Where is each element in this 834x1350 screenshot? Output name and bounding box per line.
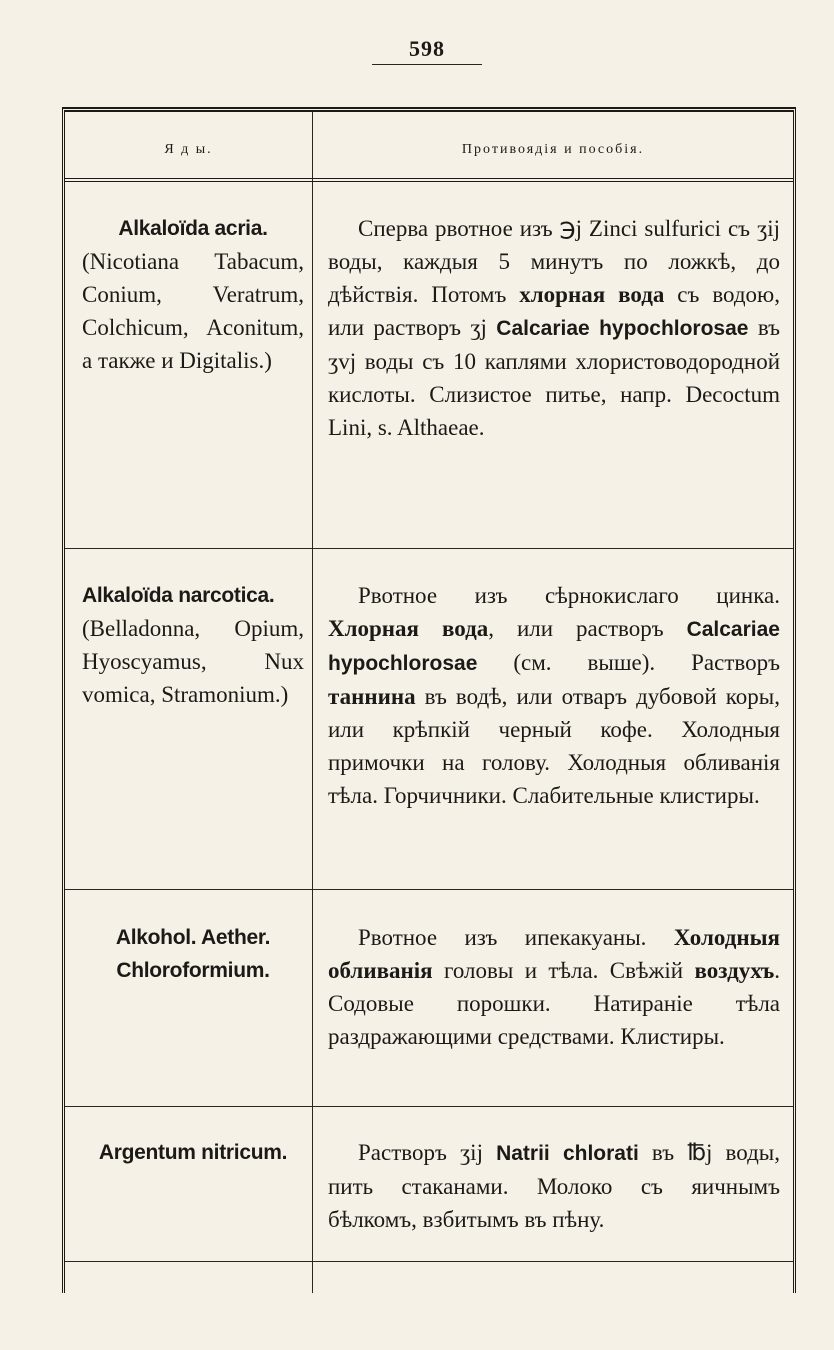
remedy-text: съ водою, или растворъ ʒj: [328, 282, 780, 340]
row-divider: [65, 548, 793, 549]
remedy-cell: [328, 579, 780, 812]
remedy-text: (см. выше). Растворъ: [477, 650, 780, 675]
page-number-rule: [372, 64, 482, 65]
header-remedies: Противоядія и пособія.: [461, 142, 645, 157]
remedy-text: Рвотное изъ сѣрнокислаго цинка.: [358, 583, 780, 608]
remedy-cell: [328, 1136, 780, 1236]
remedy-emphasis: хлорная вода: [519, 282, 665, 307]
poison-name: Alkaloïda narcotica.: [82, 584, 275, 607]
poison-cell: [82, 1136, 304, 1169]
remedy-emphasis: Natrii chlorati: [496, 1142, 639, 1165]
row-divider: [65, 889, 793, 890]
column-divider: [312, 112, 313, 1293]
remedy-text: въ водѣ, или отваръ дубовой коры, или крѣпкій черный кофе. Холодныя примочки на голову. Холодныя обливанія тѣла. Горчичники. Слабительные клистиры.: [328, 684, 780, 808]
poison-examples: (Nicotiana Tabacum, Conium, Veratrum, Colchicum, Aconitum, а также и Digitalis.): [82, 249, 304, 373]
remedy-text: головы и тѣла. Свѣжій: [432, 958, 695, 983]
poison-cell: [82, 212, 304, 377]
table-header: [65, 112, 793, 182]
row-divider: [65, 1261, 793, 1262]
remedy-text: , или растворъ: [488, 616, 687, 641]
header-poisons: Я д ы.: [164, 142, 213, 157]
poison-examples: (Belladonna, Opium, Hyoscyamus, Nux vomica, Stramonium.): [82, 616, 304, 707]
page-number: 598: [409, 36, 445, 61]
remedy-text: . Содовые порошки. Натираніе тѣла раздражающими средствами. Клистиры.: [328, 958, 780, 1049]
remedy-emphasis: Хлорная вода: [328, 616, 489, 641]
poison-name: Alkohol. Aether. Chloroformium.: [115, 926, 271, 982]
row-divider: [65, 1106, 793, 1107]
remedy-text: въ ℔j воды, пить стаканами. Молоко съ яичнымъ бѣлкомъ, взбитымъ въ пѣну.: [328, 1140, 780, 1232]
remedy-text: Растворъ ʒij: [358, 1140, 497, 1165]
remedy-emphasis: Calcariae hypochlorosae: [328, 618, 780, 675]
remedy-text: Рвотное изъ ипекакуаны.: [358, 925, 674, 950]
poison-cell: [82, 921, 304, 987]
remedy-text: въ ʒvj воды съ 10 каплями хлористоводородной кислоты. Слизистое питье, напр. Decoctum Lini, s. Althaeae.: [328, 315, 781, 440]
remedy-emphasis: таннина: [328, 684, 416, 709]
poison-cell: [82, 579, 304, 711]
remedy-emphasis: воздухъ: [694, 958, 775, 983]
poison-name: Argentum nitricum.: [98, 1141, 288, 1164]
remedy-emphasis: Calcariae hypochlorosae: [496, 317, 749, 340]
remedy-cell: [328, 921, 780, 1053]
remedy-text: Сперва рвотное изъ ℈j Zinci sulfurici съ ʒij воды, каждыя 5 минутъ по ложкѣ, до дѣйствія. Потомъ: [328, 216, 780, 307]
remedy-cell: [328, 212, 780, 444]
remedy-emphasis: Холодныя обливанія: [328, 925, 780, 983]
poison-name: Alkaloïda acria.: [118, 217, 268, 240]
